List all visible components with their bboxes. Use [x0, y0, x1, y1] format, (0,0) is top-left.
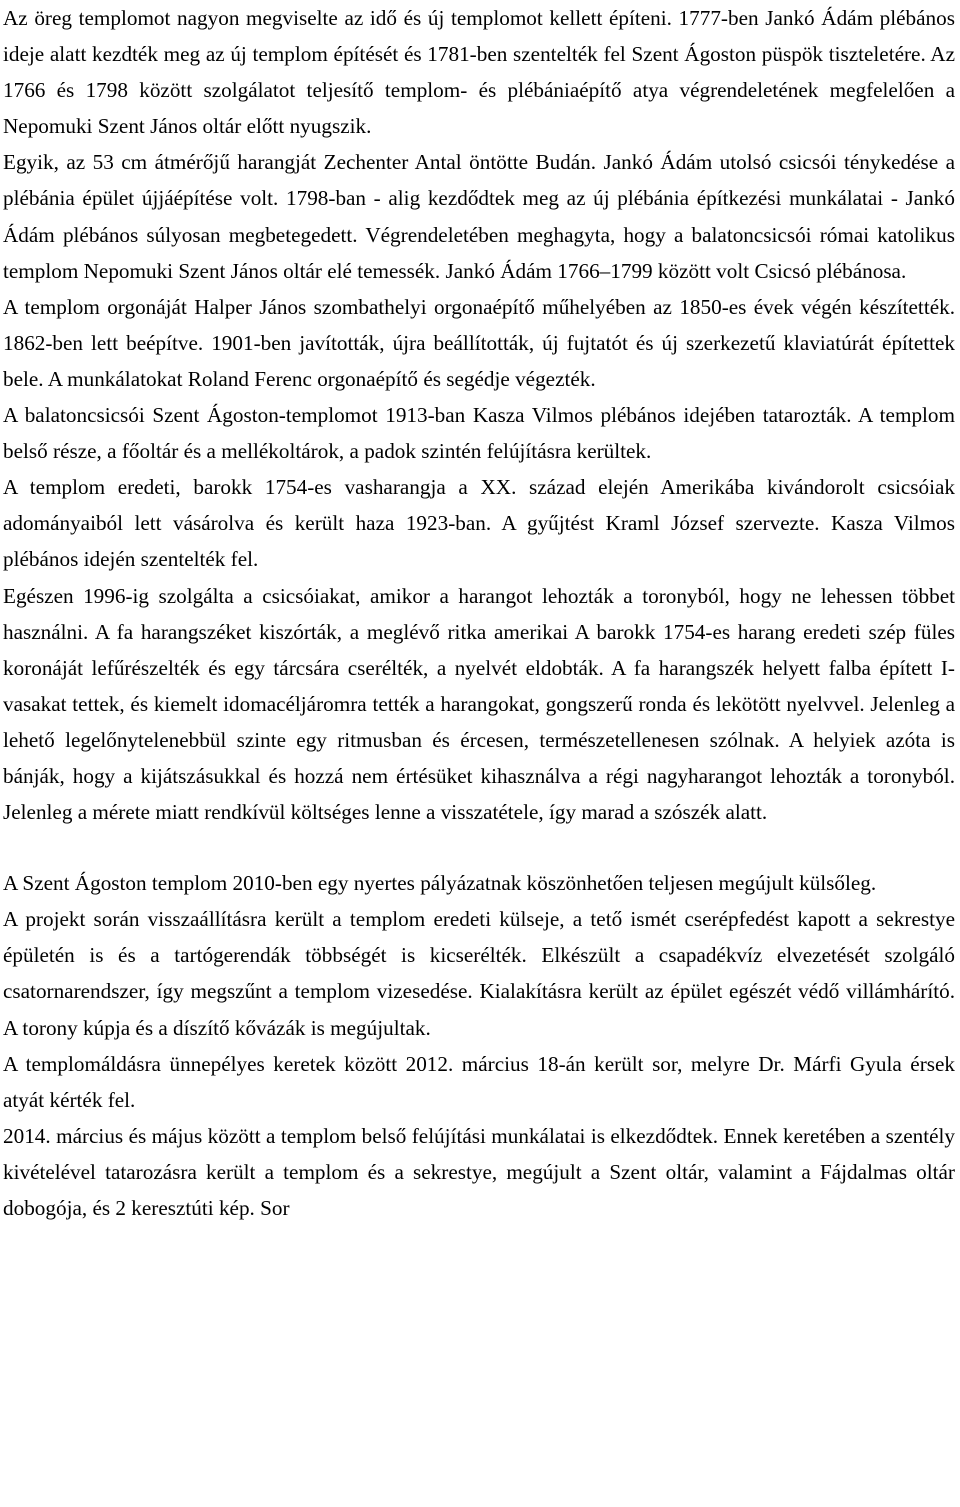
paragraph-bell-removal: Egészen 1996-ig szolgálta a csicsóiakat, amikor a harangot lehozták a toronyból, hogy ne lehessen többet használni. A fa harangszéket kiszórták, a meglévő ritka amerikai A barokk 1754-es harang eredeti szép füles koronáját lefűrészelték és egy tárcsára cserélték, a nyelvét eldobták. A fa harangszék helyett falba épített I-vasakat tettek, és kiemelt idomacéljáromra tették a harangokat, gongszerű ronda és lekötött nyelvvel. Jelenleg a lehető legelőnytelenebbül szinte egy ritmusban és ércesen, természetellenesen szólnak. A helyiek azóta is bánják, hogy a kijátszásukkal és hozzá nem értésüket kihasználva a régi nagyharangot lehozták a toronyból. Jelenleg a mérete miatt rendkívül költséges lenne a visszatétele, így marad a szószék alatt. — [3, 583, 955, 825]
paragraph-spacer — [3, 830, 955, 865]
paragraph-bell-and-parish: Egyik, az 53 cm átmérőjű harangját Zechenter Antal öntötte Budán. Jankó Ádám utolsó csicsói ténykedése a plébánia épület újjáépítése volt. 1798-ban - alig kezdődtek meg az új plébánia építkezési munkálatai - Jankó Ádám plébános súlyosan megbetegedett. Végrendeletében meghagyta, hogy a balatoncsicsói római katolikus templom Nepomuki Szent János oltár elé temessék. Jankó Ádám 1766–1799 között volt Csicsó plébánosa. — [3, 150, 955, 283]
paragraph-interior-2014: 2014. március és május között a templom belső felújítási munkálatai is elkezdődtek. Ennek keretében a szentély kivételével tatarozásra került a templom és a sekrestye, megújult a Szent oltár, valamint a Fájdalmas oltár dobogója, és 2 keresztúti kép. Sor — [3, 1123, 955, 1220]
paragraph-blessing: A templomáldásra ünnepélyes keretek között 2012. március 18-án került sor, melyre Dr. Márfi Gyula érsek atyát kérték fel. — [3, 1051, 955, 1112]
paragraph-church-construction: Az öreg templomot nagyon megviselte az idő és új templomot kellett építeni. 1777-ben Jankó Ádám plébános ideje alatt kezdték meg az új templom építését és 1781-ben szentelték fel Szent Ágoston püspök tiszteletére. Az 1766 és 1798 között szolgálatot teljesítő templom- és plébániaépítő atya végrendeletének megfelelően a Nepomuki Szent János oltár előtt nyugszik. — [3, 6, 955, 139]
paragraph-renovation-1913: A balatoncsicsói Szent Ágoston-templomot 1913-ban Kasza Vilmos plébános idejében tatarozták. A templom belső része, a főoltár és a mellékoltárok, a padok szintén felújításra kerültek. — [3, 403, 955, 464]
paragraph-organ: A templom orgonáját Halper János szombathelyi orgonaépítő műhelyében az 1850-es évek végén készítették. 1862-ben lett beépítve. 1901-ben javították, újra beállították, új fujtatót és új szerkezetű klaviatúrát építettek bele. A munkálatokat Roland Ferenc orgonaépítő és segédje végezték. — [3, 294, 955, 391]
document-page — [3, 0, 955, 1226]
paragraph-original-bell: A templom eredeti, barokk 1754-es vasharangja a XX. század elején Amerikába kivándorolt csicsóiak adományaiból lett vásárolva és került haza 1923-ban. A gyűjtést Kraml József szervezte. Kasza Vilmos plébános idején szentelték fel. — [3, 475, 955, 572]
paragraph-project: A projekt során visszaállításra került a templom eredeti külseje, a tető ismét cserépfedést kapott a sekrestye épületén is és a tartógerendák többségét is kicserélték. Elkészült a csapadékvíz elvezetését szolgáló csatornarendszer, így megszűnt a templom vizesedése. Kialakításra került az épület egészét védő villámhárító. A torony kúpja és a díszítő kővázák is megújultak. — [3, 907, 955, 1040]
paragraph-renewal-2010: A Szent Ágoston templom 2010-ben egy nyertes pályázatnak köszönhetően teljesen megújult külsőleg. — [3, 871, 877, 896]
